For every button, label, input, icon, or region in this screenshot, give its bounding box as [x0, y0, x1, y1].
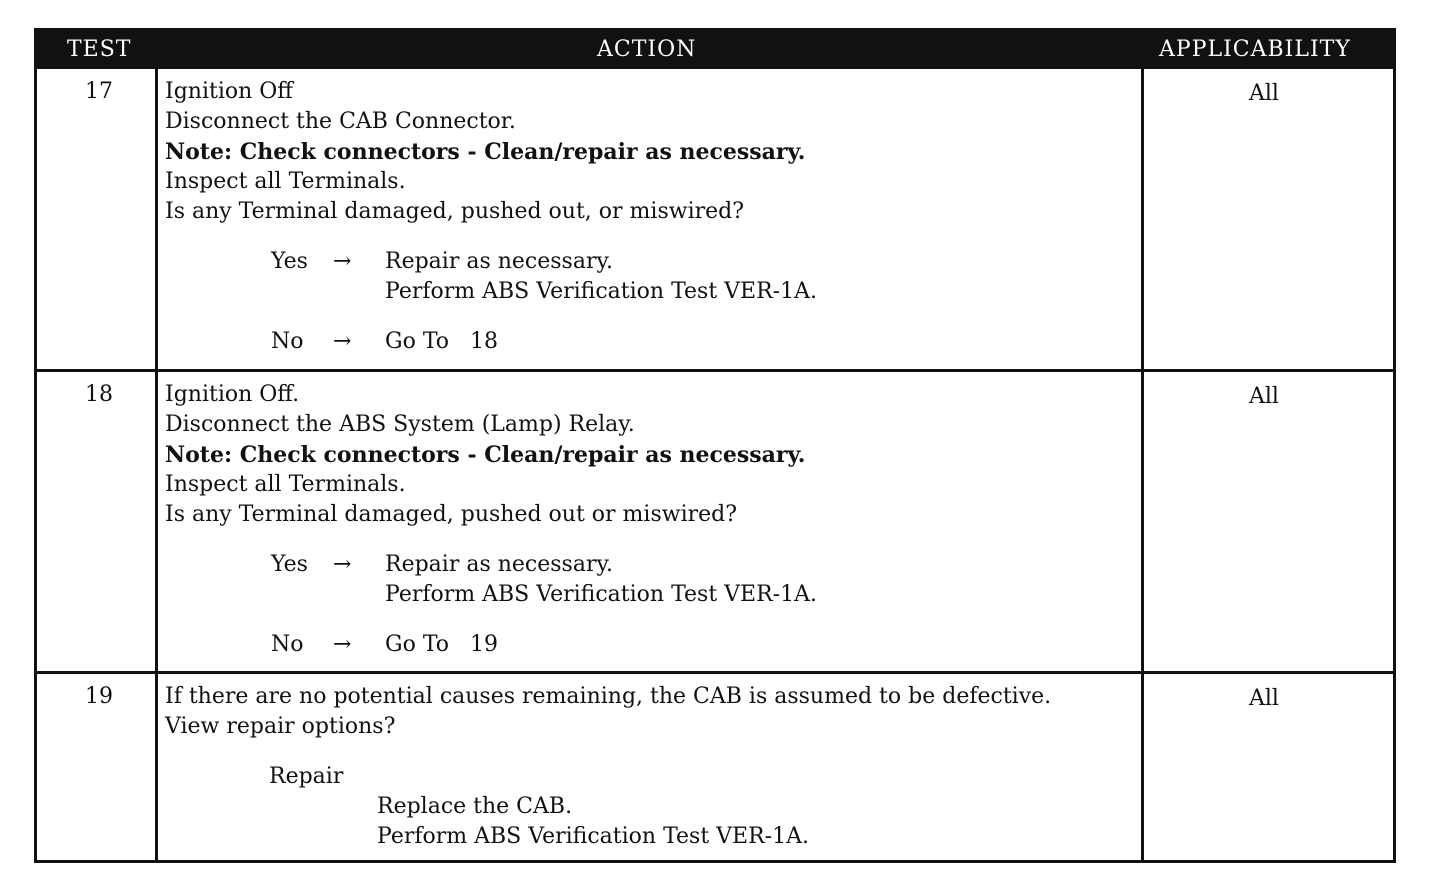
action-note: Note: Check connectors - Clean/repair as necessary.: [165, 139, 806, 165]
no-result: Go To 19: [385, 632, 498, 657]
repair-step: Replace the CAB.: [377, 794, 573, 819]
action-line: Disconnect the CAB Connector.: [165, 109, 516, 134]
table-row: [37, 674, 1393, 860]
arrow-icon: →: [333, 329, 352, 354]
action-line: Inspect all Terminals.: [165, 169, 406, 194]
action-cell: [165, 380, 817, 660]
action-line: If there are no potential causes remaining, the CAB is assumed to be defective.: [165, 684, 1052, 709]
yes-result: Repair as necessary.: [385, 249, 613, 274]
action-question: Is any Terminal damaged, pushed out or miswired?: [165, 502, 738, 527]
no-label: No: [271, 329, 304, 354]
yes-branch: [165, 550, 817, 580]
action-line: Disconnect the ABS System (Lamp) Relay.: [165, 412, 635, 437]
no-branch: [165, 630, 817, 660]
no-result: Go To 18: [385, 329, 498, 354]
test-number: 18: [85, 382, 113, 407]
table-row: [37, 372, 1393, 671]
no-label: No: [271, 632, 304, 657]
applicability-value: All: [1249, 384, 1279, 409]
action-cell: [165, 77, 817, 357]
action-line: Inspect all Terminals.: [165, 472, 406, 497]
arrow-icon: →: [333, 552, 352, 577]
table-header: [37, 31, 1393, 69]
action-line: Ignition Off: [165, 79, 293, 104]
action-note: Note: Check connectors - Clean/repair as necessary.: [165, 442, 806, 468]
table-row: [37, 69, 1393, 369]
header-applicability: APPLICABILITY: [1159, 37, 1351, 62]
yes-result-line: Perform ABS Verification Test VER-1A.: [385, 582, 817, 607]
test-number: 19: [85, 684, 113, 709]
arrow-icon: →: [333, 249, 352, 274]
diagnostic-table: [34, 28, 1396, 863]
test-number: 17: [85, 79, 113, 104]
action-line: Ignition Off.: [165, 382, 300, 407]
action-question: View repair options?: [165, 714, 396, 739]
yes-result-line: Perform ABS Verification Test VER-1A.: [385, 279, 817, 304]
arrow-icon: →: [333, 632, 352, 657]
no-branch: [165, 327, 817, 357]
action-cell: [165, 682, 1051, 852]
header-test: TEST: [67, 37, 132, 62]
repair-step: Perform ABS Verification Test VER-1A.: [377, 824, 809, 849]
yes-label: Yes: [271, 552, 308, 577]
applicability-value: All: [1249, 686, 1279, 711]
header-action: ACTION: [597, 37, 697, 62]
yes-branch: [165, 247, 817, 277]
repair-label: Repair: [269, 764, 344, 789]
yes-label: Yes: [271, 249, 308, 274]
applicability-value: All: [1249, 81, 1279, 106]
yes-result: Repair as necessary.: [385, 552, 613, 577]
action-question: Is any Terminal damaged, pushed out, or miswired?: [165, 199, 745, 224]
